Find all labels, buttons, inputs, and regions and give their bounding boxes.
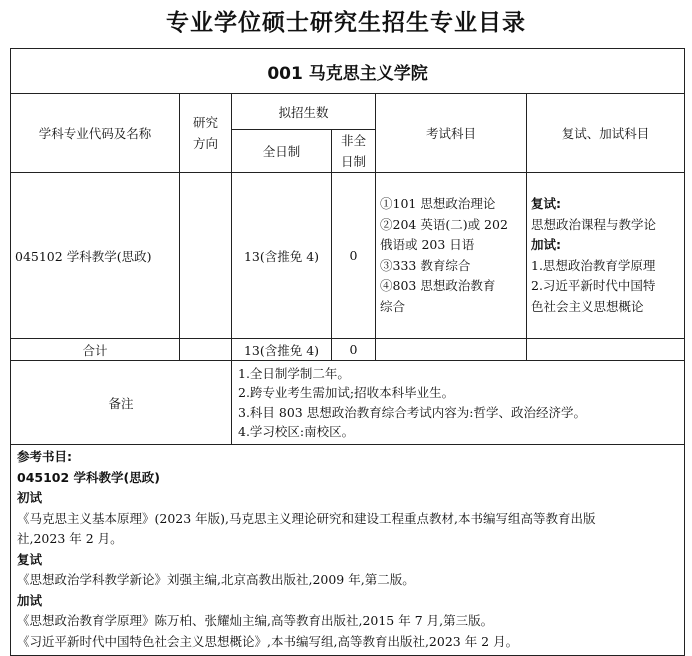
page-title: 专业学位硕士研究生招生专业目录 — [166, 10, 526, 36]
exam-line: ④803 思想政治教育 — [380, 278, 496, 293]
total-parttime: 0 — [332, 339, 376, 361]
reference-line: 社,2023 年 2 月。 — [17, 531, 123, 546]
total-fulltime: 13(含推免 4) — [232, 339, 332, 361]
parttime-cell: 0 — [332, 173, 376, 339]
total-direction-cell — [180, 339, 232, 361]
exam-line: 综合 — [380, 298, 406, 314]
exam-line: ①101 思想政治理论 — [380, 196, 496, 211]
retest-heading: 复试: — [531, 196, 561, 211]
direction-cell — [180, 173, 232, 339]
addtest-books-heading: 加试 — [17, 592, 43, 608]
header-major: 学科专业代码及名称 — [11, 94, 180, 173]
admissions-catalog-table — [10, 48, 685, 656]
retest-subjects-cell — [527, 173, 685, 339]
header-direction: 研究 方向 — [180, 94, 232, 173]
remarks-label: 备注 — [11, 361, 232, 445]
references-heading: 参考书目: — [17, 449, 72, 464]
addtest-line: 1.思想政治教育学原理 — [531, 257, 656, 273]
exam-line: 俄语或 203 日语 — [380, 237, 475, 252]
total-retest-cell — [527, 339, 685, 361]
total-exam-cell — [376, 339, 527, 361]
addtest-line: 2.习近平新时代中国特 — [531, 278, 656, 293]
header-fulltime: 全日制 — [232, 130, 332, 173]
references-section — [11, 445, 685, 656]
major-cell: 045102 学科教学(思政) — [11, 173, 180, 339]
remark-item: 4.学习校区:南校区。 — [238, 424, 355, 439]
reference-line: 《马克思主义基本原理》(2023 年版),马克思主义理论研究和建设工程重点教材,本书编写组高等教育出版 — [17, 510, 596, 526]
references-major: 045102 学科教学(思政) — [17, 469, 160, 485]
header-planned: 拟招生数 — [232, 94, 376, 130]
remarks-content — [232, 361, 685, 445]
college-name: 001 马克思主义学院 — [11, 49, 685, 94]
exam-line: ②204 英语(二)或 202 — [380, 216, 508, 232]
remark-item: 1.全日制学制二年。 — [238, 365, 350, 381]
retest-subject: 思想政治课程与教学论 — [531, 216, 657, 232]
reference-line: 《习近平新时代中国特色社会主义思想概论》,本书编写组,高等教育出版社,2023 年 2 月。 — [17, 633, 519, 649]
initial-exam-heading: 初试 — [17, 490, 43, 505]
remark-item: 2.跨专业考生需加试;招收本科毕业生。 — [238, 385, 455, 400]
header-parttime: 非全 日制 — [332, 130, 376, 173]
addtest-heading: 加试: — [531, 237, 561, 252]
retest-books-heading: 复试 — [17, 551, 43, 567]
reference-line: 《思想政治学科教学新论》刘强主编,北京高教出版社,2009 年,第二版。 — [17, 572, 415, 587]
remark-item: 3.科目 803 思想政治教育综合考试内容为:哲学、政治经济学。 — [238, 404, 586, 420]
total-label: 合计 — [11, 339, 180, 361]
exam-subjects-cell — [376, 173, 527, 339]
header-retest: 复试、加试科目 — [527, 94, 685, 173]
fulltime-cell: 13(含推免 4) — [232, 173, 332, 339]
exam-line: ③333 教育综合 — [380, 257, 471, 273]
header-exam: 考试科目 — [376, 94, 527, 173]
reference-line: 《思想政治教育学原理》陈万柏、张耀灿主编,高等教育出版社,2015 年 7 月,第三版。 — [17, 613, 494, 628]
addtest-line: 色社会主义思想概论 — [531, 298, 644, 314]
